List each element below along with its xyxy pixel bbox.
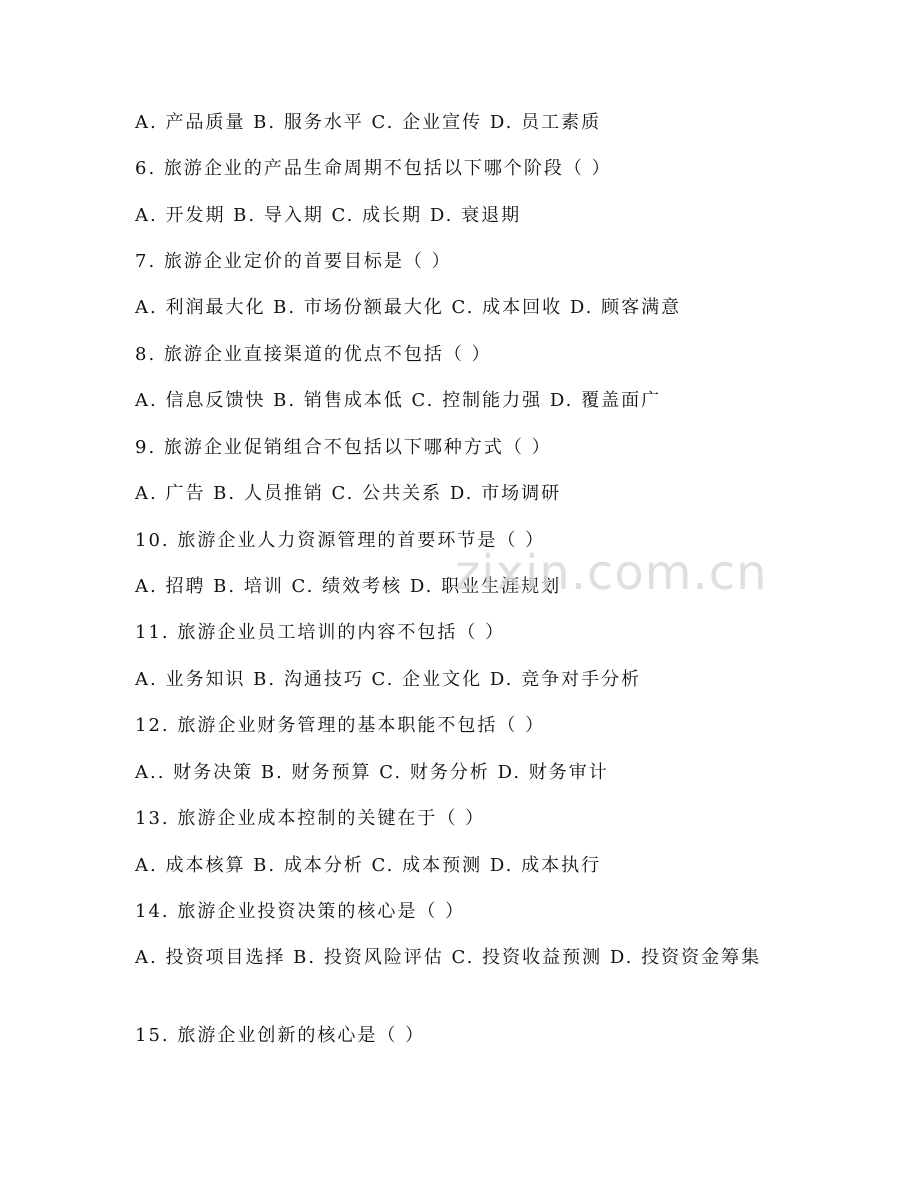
q11-question: 11. 旅游企业员工培训的内容不包括（ ）	[135, 622, 506, 643]
q6-question: 6. 旅游企业的产品生命周期不包括以下哪个阶段（ ）	[135, 158, 612, 179]
q15-question: 15. 旅游企业创新的核心是（ ）	[135, 1025, 426, 1046]
q12-options: A.. 财务决策 B. 财务预算 C. 财务分析 D. 财务审计	[135, 762, 609, 783]
q10-options: A. 招聘 B. 培训 C. 绩效考核 D. 职业生涯规划	[135, 576, 562, 597]
watermark: zixin.com.cn	[455, 545, 768, 601]
q8-question: 8. 旅游企业直接渠道的优点不包括（ ）	[135, 344, 492, 365]
q7-question: 7. 旅游企业定价的首要目标是（ ）	[135, 251, 452, 272]
q12-question: 12. 旅游企业财务管理的基本职能不包括（ ）	[135, 715, 546, 736]
q14-question: 14. 旅游企业投资决策的核心是（ ）	[135, 901, 466, 922]
q6-options: A. 开发期 B. 导入期 C. 成长期 D. 衰退期	[135, 205, 522, 226]
q13-options: A. 成本核算 B. 成本分析 C. 成本预测 D. 成本执行	[135, 855, 602, 876]
q11-options: A. 业务知识 B. 沟通技巧 C. 企业文化 D. 竞争对手分析	[135, 669, 642, 690]
q9-options: A. 广告 B. 人员推销 C. 公共关系 D. 市场调研	[135, 483, 562, 504]
q10-question: 10. 旅游企业人力资源管理的首要环节是（ ）	[135, 530, 546, 551]
q7-options: A. 利润最大化 B. 市场份额最大化 C. 成本回收 D. 顾客满意	[135, 297, 682, 318]
q14-options: A. 投资项目选择 B. 投资风险评估 C. 投资收益预测 D. 投资资金筹集	[135, 947, 762, 968]
q9-question: 9. 旅游企业促销组合不包括以下哪种方式（ ）	[135, 437, 552, 458]
q5-options: A. 产品质量 B. 服务水平 C. 企业宣传 D. 员工素质	[135, 112, 602, 133]
q13-question: 13. 旅游企业成本控制的关键在于（ ）	[135, 808, 486, 829]
q8-options: A. 信息反馈快 B. 销售成本低 C. 控制能力强 D. 覆盖面广	[135, 390, 662, 411]
